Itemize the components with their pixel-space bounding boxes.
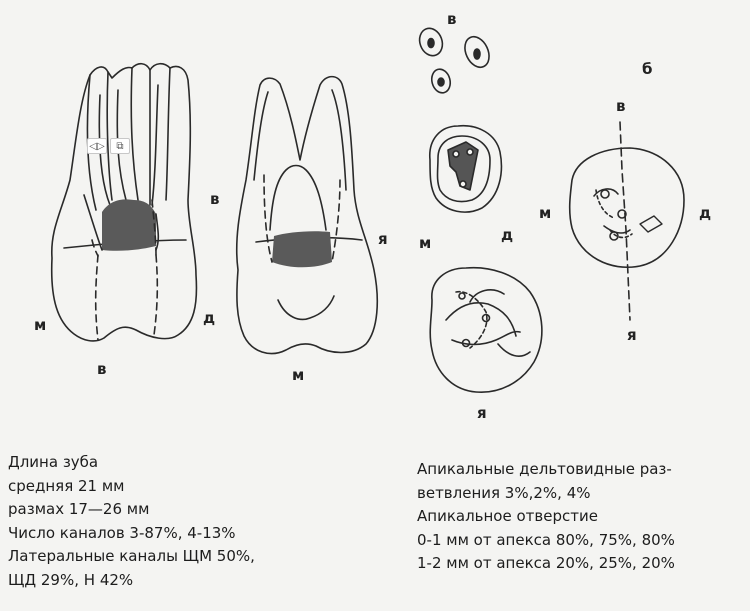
root-sections (416, 25, 494, 95)
axis-cross-section (570, 122, 684, 320)
label-section-v: в (447, 10, 457, 28)
copy-icon[interactable]: ⧉ (110, 138, 130, 154)
label-right-m: м (539, 204, 552, 222)
text-line: Число каналов 3-87%, 4-13% (8, 523, 236, 542)
occlusal-view (430, 268, 542, 393)
text-line: Апикальные дельтовидные раз- (417, 460, 672, 478)
tooth-mesial-view (237, 77, 378, 354)
text-line: размах 17—26 мм (8, 500, 150, 518)
label-right-d: д (699, 204, 712, 222)
image-toolbar (87, 138, 130, 154)
prev-next-icon[interactable]: ◁▷ (87, 138, 107, 154)
label-occlusal-ya: я (477, 404, 487, 422)
pulp-chamber-section (430, 126, 502, 212)
label-tooth1-bottom-v: в (97, 360, 107, 378)
label-panel-b: б (642, 60, 653, 78)
label-tooth1-d: д (203, 309, 216, 327)
label-right-ya: я (627, 326, 637, 344)
text-line: 0-1 мм от апекса 80%, 75%, 80% (417, 530, 675, 549)
label-tooth2-ya: я (378, 230, 388, 248)
label-mid-m: м (419, 234, 432, 252)
label-tooth2-m: м (292, 366, 305, 384)
text-line: ЩД 29%, Н 42% (8, 570, 134, 589)
label-tooth1-m: м (34, 316, 47, 334)
text-line: средняя 21 мм (8, 476, 125, 495)
text-line: Апикальное отверстие (417, 507, 598, 525)
tooth-stats-right (417, 458, 675, 576)
text-line: 1-2 мм от апекса 20%, 25%, 20% (417, 554, 675, 572)
label-mid-d: д (501, 226, 514, 244)
tooth-stats-left (8, 451, 255, 592)
label-tooth1-v: в (210, 190, 220, 208)
text-line: Длина зуба (8, 453, 99, 471)
text-line: Латеральные каналы ЩМ 50%, (8, 547, 255, 565)
text-line: ветвления 3%,2%, 4% (417, 483, 591, 502)
label-right-v: в (616, 97, 626, 115)
tooth-buccal-view (52, 64, 197, 341)
